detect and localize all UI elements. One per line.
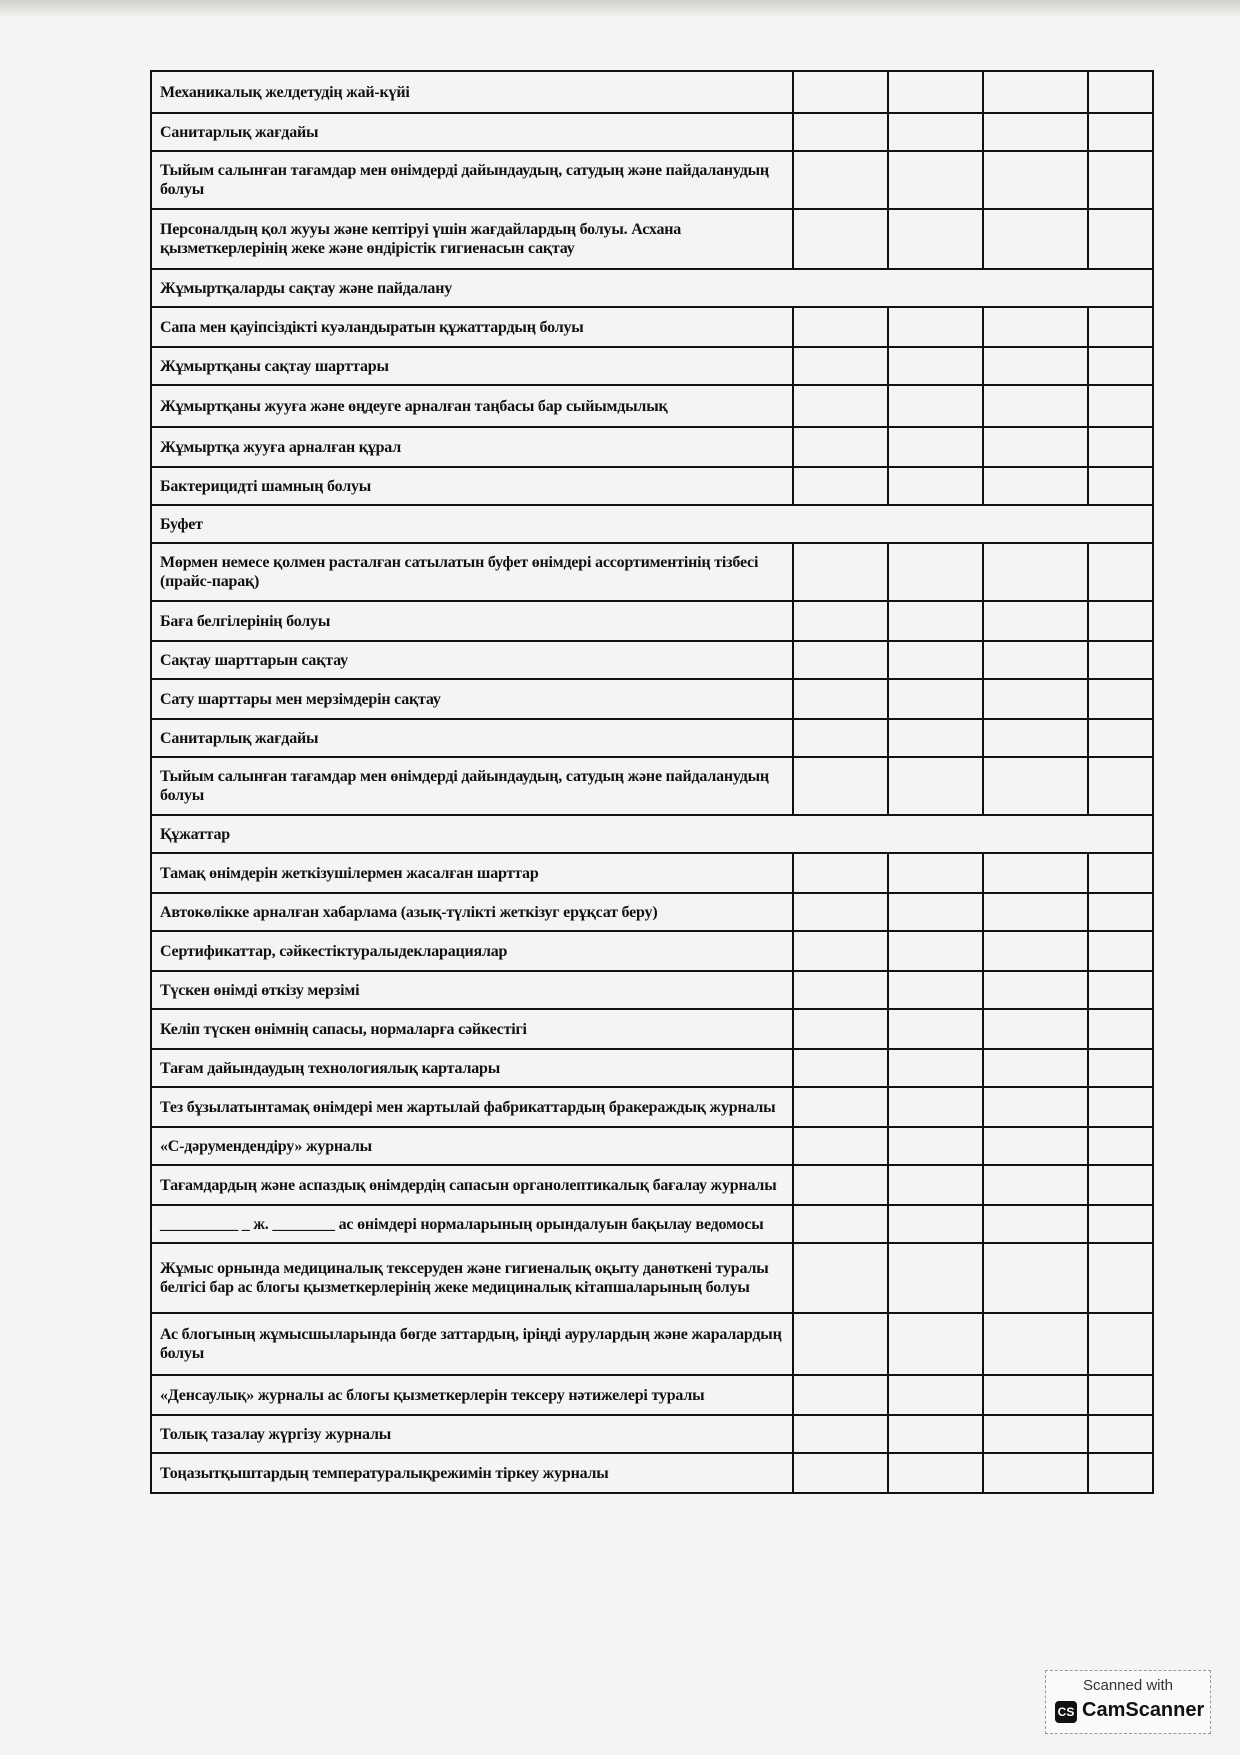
answer-cell (888, 719, 983, 757)
answer-cell (888, 1127, 983, 1165)
answer-cell (793, 719, 888, 757)
answer-cell (983, 679, 1088, 719)
answer-cell (1088, 931, 1153, 971)
answer-cell (983, 1375, 1088, 1415)
checklist-row (151, 757, 1153, 815)
camscanner-brand: CamScanner (1082, 1699, 1205, 1721)
checklist-sheet (150, 70, 1152, 1494)
criterion-label: Жұмыртқа жууға арналған құрал (151, 427, 793, 467)
checklist-row (151, 1165, 1153, 1205)
answer-cell (983, 1313, 1088, 1375)
checklist-row (151, 151, 1153, 209)
criterion-label: Тыйым салынған тағамдар мен өнімдерді дайындаудың, сатудың және пайдаланудың болуы (151, 151, 793, 209)
answer-cell (888, 1205, 983, 1243)
criterion-label: Сату шарттары мен мерзімдерін сақтау (151, 679, 793, 719)
checklist-row (151, 931, 1153, 971)
answer-cell (1088, 601, 1153, 641)
criterion-label: __________ _ ж. ________ ас өнімдері нормаларының орындалуын бақылау ведомосы (151, 1205, 793, 1243)
answer-cell (1088, 971, 1153, 1009)
answer-cell (793, 1415, 888, 1453)
answer-cell (793, 1375, 888, 1415)
answer-cell (793, 893, 888, 931)
checklist-row (151, 719, 1153, 757)
answer-cell (983, 971, 1088, 1009)
answer-cell (793, 543, 888, 601)
answer-cell (1088, 543, 1153, 601)
answer-cell (888, 543, 983, 601)
answer-cell (793, 1049, 888, 1087)
answer-cell (1088, 719, 1153, 757)
checklist-row (151, 1205, 1153, 1243)
answer-cell (983, 1415, 1088, 1453)
criterion-label: Сақтау шарттарын сақтау (151, 641, 793, 679)
answer-cell (888, 931, 983, 971)
answer-cell (983, 209, 1088, 269)
checklist-row (151, 385, 1153, 427)
checklist-row (151, 1127, 1153, 1165)
criterion-label: Мөрмен немесе қолмен расталған сатылатын буфет өнімдері ассортиментінің тізбесі (прайс-парақ) (151, 543, 793, 601)
criterion-label: Сертификаттар, сәйкестіктуралыдекларациялар (151, 931, 793, 971)
answer-cell (983, 71, 1088, 113)
answer-cell (888, 1087, 983, 1127)
scanned-with-label: Scanned with (1082, 1677, 1174, 1694)
answer-cell (1088, 1165, 1153, 1205)
answer-cell (983, 1087, 1088, 1127)
answer-cell (1088, 1049, 1153, 1087)
answer-cell (793, 931, 888, 971)
answer-cell (888, 601, 983, 641)
criterion-label: Жұмыс орнында медициналық тексеруден және гигиеналық оқыту данөткені туралы белгісі бар ас блогы қызметкерлерінің жеке медициналық кітапшаларының болуы (151, 1243, 793, 1313)
answer-cell (1088, 893, 1153, 931)
answer-cell (983, 1243, 1088, 1313)
answer-cell (1088, 71, 1153, 113)
answer-cell (1088, 1313, 1153, 1375)
answer-cell (888, 1049, 983, 1087)
answer-cell (983, 1009, 1088, 1049)
checklist-row (151, 307, 1153, 347)
checklist-row (151, 1009, 1153, 1049)
answer-cell (888, 307, 983, 347)
camscanner-logo-icon: CS (1055, 1701, 1077, 1723)
answer-cell (793, 347, 888, 385)
answer-cell (888, 1313, 983, 1375)
answer-cell (983, 1049, 1088, 1087)
criterion-label: Сапа мен қауіпсіздікті куәландыратын құжаттардың болуы (151, 307, 793, 347)
criterion-label: Толық тазалау жүргізу журналы (151, 1415, 793, 1453)
answer-cell (793, 1087, 888, 1127)
answer-cell (1088, 1087, 1153, 1127)
section-title: Жұмыртқаларды сақтау және пайдалану (151, 269, 1153, 307)
answer-cell (888, 1243, 983, 1313)
checklist-row (151, 601, 1153, 641)
answer-cell (793, 71, 888, 113)
criterion-label: «Денсаулық» журналы ас блогы қызметкерлерін тексеру нәтижелері туралы (151, 1375, 793, 1415)
checklist-row (151, 1087, 1153, 1127)
answer-cell (888, 1009, 983, 1049)
answer-cell (793, 427, 888, 467)
answer-cell (1088, 1205, 1153, 1243)
answer-cell (793, 1009, 888, 1049)
answer-cell (888, 1415, 983, 1453)
answer-cell (1088, 151, 1153, 209)
section-title: Құжаттар (151, 815, 1153, 853)
answer-cell (983, 893, 1088, 931)
answer-cell (983, 467, 1088, 505)
criterion-label: Тоңазытқыштардың температуралықрежимін тіркеу журналы (151, 1453, 793, 1493)
answer-cell (983, 113, 1088, 151)
answer-cell (983, 853, 1088, 893)
answer-cell (983, 1205, 1088, 1243)
checklist-row (151, 209, 1153, 269)
answer-cell (983, 641, 1088, 679)
checklist-row (151, 893, 1153, 931)
checklist-table (150, 70, 1154, 1494)
answer-cell (1088, 1375, 1153, 1415)
answer-cell (793, 1127, 888, 1165)
criterion-label: Келіп түскен өнімнің сапасы, нормаларға сәйкестігі (151, 1009, 793, 1049)
checklist-row (151, 427, 1153, 467)
answer-cell (983, 719, 1088, 757)
answer-cell (888, 151, 983, 209)
section-row (151, 815, 1153, 853)
answer-cell (983, 151, 1088, 209)
checklist-row (151, 641, 1153, 679)
answer-cell (1088, 347, 1153, 385)
answer-cell (1088, 1009, 1153, 1049)
answer-cell (888, 385, 983, 427)
answer-cell (983, 1453, 1088, 1493)
checklist-row (151, 853, 1153, 893)
answer-cell (793, 307, 888, 347)
answer-cell (983, 757, 1088, 815)
answer-cell (888, 853, 983, 893)
camscanner-watermark (1045, 1670, 1211, 1734)
answer-cell (888, 757, 983, 815)
answer-cell (888, 641, 983, 679)
answer-cell (888, 1453, 983, 1493)
section-title: Буфет (151, 505, 1153, 543)
answer-cell (888, 347, 983, 385)
answer-cell (888, 1375, 983, 1415)
answer-cell (983, 543, 1088, 601)
answer-cell (793, 209, 888, 269)
answer-cell (1088, 1415, 1153, 1453)
answer-cell (793, 971, 888, 1009)
criterion-label: Тамақ өнімдерін жеткізушілермен жасалған шарттар (151, 853, 793, 893)
answer-cell (888, 71, 983, 113)
criterion-label: Тағамдардың және аспаздық өнімдердің сапасын органолептикалық бағалау журналы (151, 1165, 793, 1205)
answer-cell (983, 427, 1088, 467)
answer-cell (888, 209, 983, 269)
criterion-label: Баға белгілерінің болуы (151, 601, 793, 641)
criterion-label: Түскен өнімді өткізу мерзімі (151, 971, 793, 1009)
checklist-row (151, 1049, 1153, 1087)
answer-cell (793, 679, 888, 719)
checklist-row (151, 1453, 1153, 1493)
answer-cell (793, 1243, 888, 1313)
answer-cell (888, 971, 983, 1009)
answer-cell (1088, 853, 1153, 893)
answer-cell (1088, 679, 1153, 719)
criterion-label: Санитарлық жағдайы (151, 113, 793, 151)
answer-cell (983, 1127, 1088, 1165)
answer-cell (793, 1205, 888, 1243)
answer-cell (1088, 467, 1153, 505)
answer-cell (983, 347, 1088, 385)
checklist-row (151, 347, 1153, 385)
answer-cell (888, 427, 983, 467)
criterion-label: Жұмыртқаны сақтау шарттары (151, 347, 793, 385)
checklist-row (151, 543, 1153, 601)
answer-cell (1088, 1127, 1153, 1165)
answer-cell (983, 601, 1088, 641)
answer-cell (888, 467, 983, 505)
answer-cell (888, 1165, 983, 1205)
answer-cell (793, 601, 888, 641)
scan-top-edge (0, 0, 1240, 18)
checklist-row (151, 1313, 1153, 1375)
answer-cell (1088, 1453, 1153, 1493)
answer-cell (1088, 209, 1153, 269)
answer-cell (888, 113, 983, 151)
answer-cell (793, 467, 888, 505)
checklist-row (151, 1415, 1153, 1453)
answer-cell (1088, 113, 1153, 151)
answer-cell (1088, 757, 1153, 815)
checklist-row (151, 679, 1153, 719)
answer-cell (793, 113, 888, 151)
criterion-label: Ас блогының жұмысшыларында бөгде заттардың, іріңді аурулардың және жаралардың болуы (151, 1313, 793, 1375)
criterion-label: Тыйым салынған тағамдар мен өнімдерді дайындаудың, сатудың және пайдаланудың болуы (151, 757, 793, 815)
answer-cell (888, 679, 983, 719)
answer-cell (983, 307, 1088, 347)
answer-cell (1088, 1243, 1153, 1313)
answer-cell (1088, 307, 1153, 347)
section-row (151, 269, 1153, 307)
criterion-label: «С-дәрумендендіру» журналы (151, 1127, 793, 1165)
answer-cell (793, 151, 888, 209)
answer-cell (983, 931, 1088, 971)
answer-cell (793, 385, 888, 427)
section-row (151, 505, 1153, 543)
criterion-label: Персоналдың қол жууы және кептіруі үшін жағдайлардың болуы. Асхана қызметкерлерінің жеке және өндірістік гигиенасын сақтау (151, 209, 793, 269)
answer-cell (888, 893, 983, 931)
answer-cell (1088, 641, 1153, 679)
answer-cell (1088, 427, 1153, 467)
criterion-label: Тез бұзылатынтамақ өнімдері мен жартылай фабрикаттардың бракераждық журналы (151, 1087, 793, 1127)
checklist-row (151, 467, 1153, 505)
answer-cell (1088, 385, 1153, 427)
criterion-label: Механикалық желдетудің жай-күйі (151, 71, 793, 113)
answer-cell (793, 1313, 888, 1375)
answer-cell (793, 853, 888, 893)
answer-cell (793, 641, 888, 679)
checklist-row (151, 1375, 1153, 1415)
answer-cell (983, 1165, 1088, 1205)
answer-cell (793, 1165, 888, 1205)
checklist-row (151, 1243, 1153, 1313)
checklist-row (151, 71, 1153, 113)
criterion-label: Бактерицидті шамның болуы (151, 467, 793, 505)
answer-cell (793, 1453, 888, 1493)
criterion-label: Санитарлық жағдайы (151, 719, 793, 757)
checklist-row (151, 113, 1153, 151)
answer-cell (983, 385, 1088, 427)
criterion-label: Тағам дайындаудың технологиялық карталары (151, 1049, 793, 1087)
criterion-label: Автокөлікке арналған хабарлама (азық-түлікті жеткізуг ерұқсат беру) (151, 893, 793, 931)
answer-cell (793, 757, 888, 815)
criterion-label: Жұмыртқаны жууға және өңдеуге арналған таңбасы бар сыйымдылық (151, 385, 793, 427)
checklist-row (151, 971, 1153, 1009)
